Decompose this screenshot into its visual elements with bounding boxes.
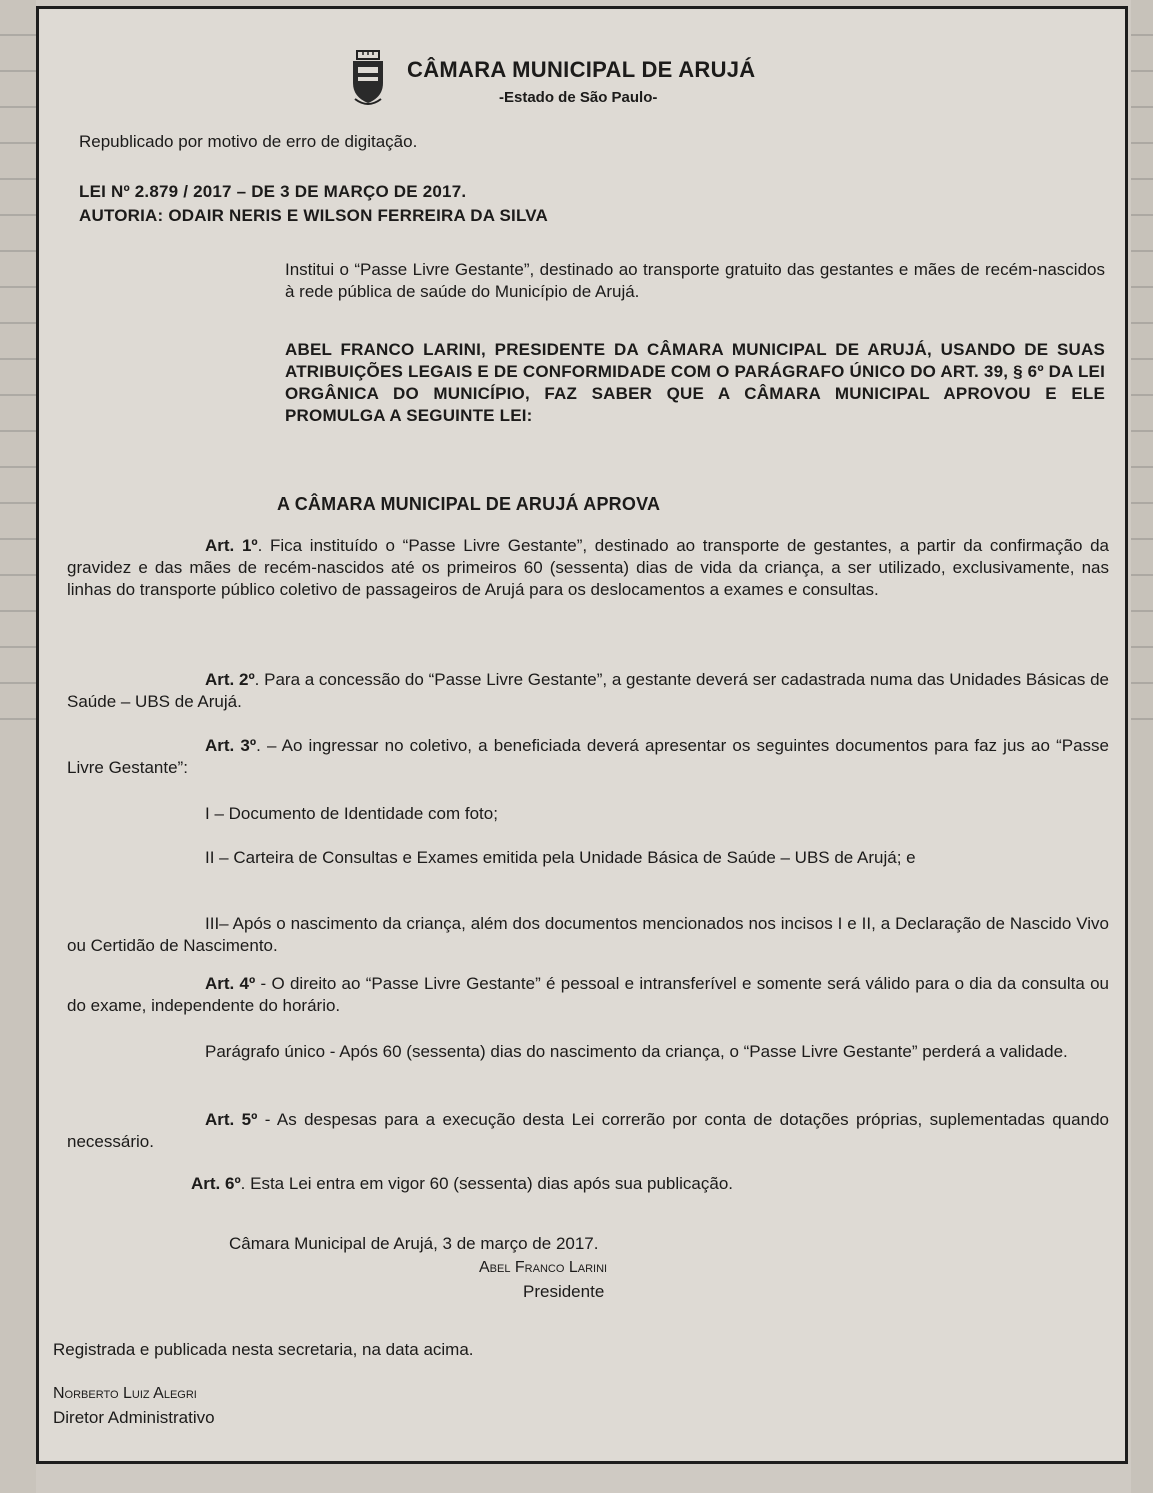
state-name: -Estado de São Paulo- — [499, 89, 658, 106]
law-number: LEI Nº 2.879 / 2017 – DE 3 DE MARÇO DE 2017. — [79, 182, 467, 201]
inciso-2: II – Carteira de Consultas e Exames emitida pela Unidade Básica de Saúde – UBS de Arujá; e — [205, 848, 916, 867]
article-2 — [67, 669, 1109, 713]
signature-name: Abel Franco Larini — [479, 1259, 608, 1276]
signature-place-date: Câmara Municipal de Arujá, 3 de março de 2017. — [229, 1234, 599, 1253]
article-2-text: . Para a concessão do “Passe Livre Gestante”, a gestante deverá ser cadastrada numa das Unidades Básicas de Saúde – UBS de Arujá. — [67, 670, 1109, 711]
article-3-label: Art. 3º — [205, 736, 257, 755]
article-3 — [67, 735, 1109, 779]
org-name: CÂMARA MUNICIPAL DE ARUJÁ — [407, 57, 756, 82]
registry-name: Norberto Luiz Alegri — [53, 1385, 197, 1402]
article-3-text: . – Ao ingressar no coletivo, a beneficiada deverá apresentar os seguintes documentos para faz jus ao “Passe Livre Gestante”: — [67, 736, 1109, 777]
newspaper-edge-right — [1131, 0, 1153, 1493]
article-5-text: - As despesas para a execução desta Lei correrão por conta de dotações próprias, suplementadas quando necessário. — [67, 1110, 1109, 1151]
article-4-text: - O direito ao “Passe Livre Gestante” é pessoal e intransferível e somente será válido para o dia da consulta ou do exame, independente do horário. — [67, 974, 1109, 1015]
registry-title: Diretor Administrativo — [53, 1408, 215, 1427]
article-4-paragraph: Parágrafo único - Após 60 (sessenta) dias do nascimento da criança, o “Passe Livre Gestante” perderá a validade. — [205, 1042, 1068, 1061]
article-5 — [67, 1109, 1109, 1153]
newspaper-edge-left — [0, 0, 36, 1493]
article-4 — [67, 973, 1109, 1017]
coat-of-arms-icon — [349, 49, 387, 109]
law-preamble: ABEL FRANCO LARINI, PRESIDENTE DA CÂMARA MUNICIPAL DE ARUJÁ, USANDO DE SUAS ATRIBUIÇÕES LEGAIS E DE CONFORMIDADE COM O PARÁGRAFO ÚNICO DO ART. 39, § 6º DA LEI ORGÂNICA DO MUNICÍPIO, FAZ SABER QUE A CÂMARA MUNICIPAL APROVOU E ELE PROMULGA A SEGUINTE LEI: — [285, 340, 1105, 425]
inciso-1: I – Documento de Identidade com foto; — [205, 804, 498, 823]
article-1 — [67, 535, 1109, 601]
document-header — [349, 47, 829, 117]
document-frame — [36, 6, 1128, 1464]
signature-title: Presidente — [523, 1282, 605, 1301]
article-6 — [191, 1173, 733, 1195]
article-6-text: . Esta Lei entra em vigor 60 (sessenta) dias após sua publicação. — [240, 1174, 733, 1193]
republish-note: Republicado por motivo de erro de digitação. — [79, 132, 418, 151]
law-summary: Institui o “Passe Livre Gestante”, destinado ao transporte gratuito das gestantes e mães de recém-nascidos à rede pública de saúde do Município de Arujá. — [285, 260, 1105, 301]
article-1-text: . Fica instituído o “Passe Livre Gestante”, destinado ao transporte de gestantes, a partir da confirmação da gravidez e das mães de recém-nascidos até os primeiros 60 (sessenta) dias de vida da criança, a ser utilizado, exclusivamente, nas linhas do transporte público coletivo de passageiros de Arujá para os deslocamentos a exames e consultas. — [67, 536, 1109, 599]
law-authors: AUTORIA: ODAIR NERIS E WILSON FERREIRA DA SILVA — [79, 206, 549, 225]
registry-note: Registrada e publicada nesta secretaria, na data acima. — [53, 1340, 474, 1359]
inciso-3: III– Após o nascimento da criança, além dos documentos mencionados nos incisos I e II, a Declaração de Nascido Vivo ou Certidão de Nascimento. — [67, 914, 1109, 955]
article-4-label: Art. 4º — [205, 974, 256, 993]
article-6-label: Art. 6º — [191, 1174, 241, 1193]
article-2-label: Art. 2º — [205, 670, 255, 689]
law-document — [39, 9, 1125, 1461]
article-1-label: Art. 1º — [205, 536, 258, 555]
article-5-label: Art. 5º — [205, 1110, 258, 1129]
approves-heading: A CÂMARA MUNICIPAL DE ARUJÁ APROVA — [277, 494, 661, 514]
